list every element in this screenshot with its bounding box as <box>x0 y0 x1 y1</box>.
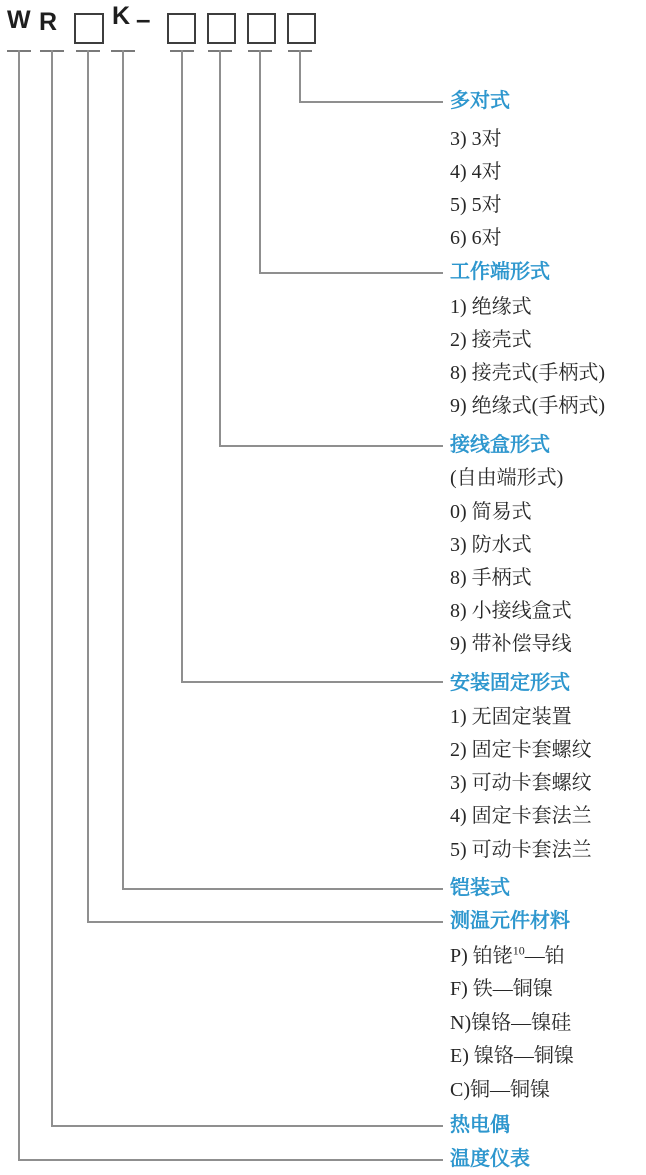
code-letter-r: R <box>39 8 58 36</box>
option-superscript: 10 <box>512 943 525 958</box>
option-text: P) 铂铑 <box>450 945 513 967</box>
header-working-end-type: 工作端形式 <box>450 261 550 283</box>
connector-armored-h <box>122 888 443 890</box>
code-letter-w: W <box>7 6 31 34</box>
option-item: 3) 防水式 <box>450 534 532 556</box>
option-item: E) 镍铬—铜镍 <box>450 1045 574 1067</box>
code-box-junction-box <box>207 13 236 44</box>
option-item: 0) 简易式 <box>450 501 532 523</box>
connector-working-end-h <box>259 272 443 274</box>
connector-mounting-v <box>181 50 183 683</box>
connector-thermocouple-v <box>51 50 53 1127</box>
code-box-pairs <box>287 13 316 44</box>
connector-element-material-v <box>87 50 89 923</box>
option-item: N)镍铬—镍硅 <box>450 1012 572 1034</box>
option-text: —铂 <box>524 945 565 967</box>
connector-thermocouple-h <box>51 1125 443 1127</box>
header-thermocouple: 热电偶 <box>450 1114 510 1136</box>
header-junction-box-type: 接线盒形式 <box>450 434 550 456</box>
option-item: 4) 4对 <box>450 161 502 183</box>
header-element-material: 测温元件材料 <box>450 910 570 932</box>
connector-mounting-h <box>181 681 443 683</box>
connector-element-material-h <box>87 921 443 923</box>
connector-pairs-v <box>299 50 301 103</box>
option-item: 8) 接壳式(手柄式) <box>450 362 605 384</box>
option-item: 1) 无固定装置 <box>450 706 572 728</box>
option-item: 9) 绝缘式(手柄式) <box>450 395 605 417</box>
connector-junction-box-v <box>219 50 221 447</box>
option-item: 3) 可动卡套螺纹 <box>450 772 592 794</box>
code-box-working-end <box>247 13 276 44</box>
option-item: 4) 固定卡套法兰 <box>450 805 592 827</box>
option-item: 6) 6对 <box>450 227 502 249</box>
connector-pairs-h <box>299 101 443 103</box>
option-item: (自由端形式) <box>450 467 564 489</box>
connector-temperature-instrument-h <box>18 1159 443 1161</box>
header-multi-pair: 多对式 <box>450 90 510 112</box>
code-box-mounting <box>167 13 196 44</box>
option-item: 3) 3对 <box>450 128 502 150</box>
option-item: 5) 5对 <box>450 194 502 216</box>
header-mounting-type: 安装固定形式 <box>450 672 570 694</box>
option-item: 5) 可动卡套法兰 <box>450 839 592 861</box>
connector-working-end-v <box>259 50 261 274</box>
option-item: F) 铁—铜镍 <box>450 978 553 1000</box>
option-item: 2) 接壳式 <box>450 329 532 351</box>
code-letter-k: K <box>112 2 131 30</box>
option-item: C)铜—铜镍 <box>450 1079 550 1101</box>
option-item: 1) 绝缘式 <box>450 296 532 318</box>
option-item: 8) 手柄式 <box>450 567 532 589</box>
code-dash: – <box>136 4 151 34</box>
header-temperature-instrument: 温度仪表 <box>450 1148 530 1170</box>
option-item: 9) 带补偿导线 <box>450 633 572 655</box>
connector-junction-box-h <box>219 445 443 447</box>
option-item: 8) 小接线盒式 <box>450 600 572 622</box>
connector-armored-v <box>122 50 124 890</box>
code-box-element-material <box>74 13 104 44</box>
connector-temperature-instrument-v <box>18 50 20 1161</box>
option-item: 2) 固定卡套螺纹 <box>450 739 592 761</box>
option-item-platinum <box>450 944 565 968</box>
header-armored: 铠装式 <box>450 877 510 899</box>
